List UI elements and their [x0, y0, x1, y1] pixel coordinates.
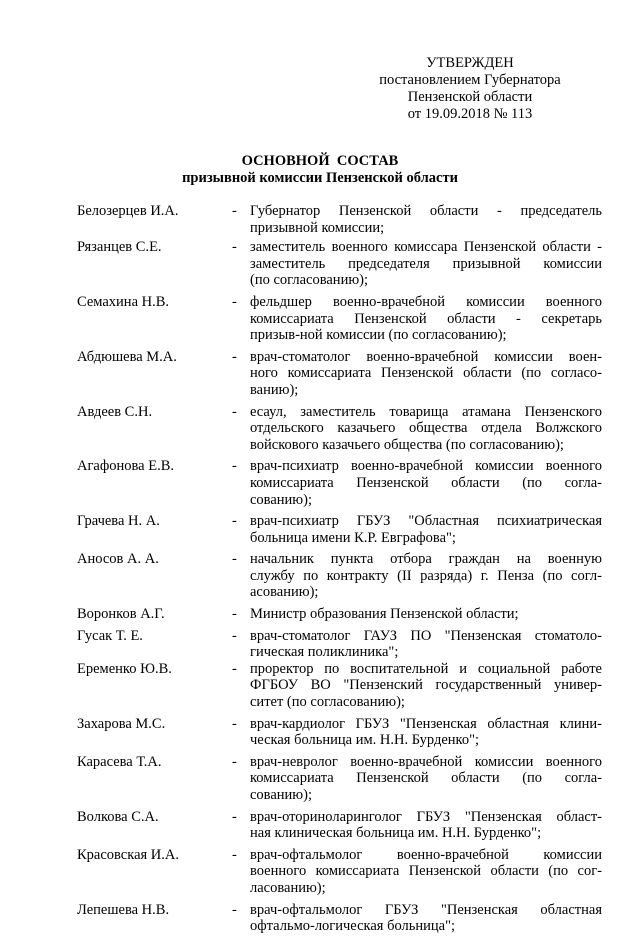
member-dash: - [232, 808, 237, 825]
member-role-line: комиссариата Пензенской области - секретарь [250, 310, 602, 327]
member-row [77, 661, 602, 711]
members-list [77, 203, 602, 940]
approval-heading: УТВЕРЖДЕН [426, 55, 514, 71]
member-role-line: врач-кардиолог ГБУЗ "Пензенская областная клини- [250, 715, 602, 732]
member-role-line: Министр образования Пензенской области; [250, 606, 519, 623]
member-role-line: сованию); [250, 787, 312, 803]
member-role-line: призыв-ной комиссии (по согласованию); [250, 327, 507, 344]
member-dash: - [232, 458, 237, 475]
member-dash: - [232, 513, 237, 530]
member-dash: - [232, 715, 237, 732]
member-row [77, 294, 602, 344]
member-role-line: врач-оториноларинголог ГБУЗ "Пензенская област- [250, 808, 602, 825]
member-dash: - [232, 660, 237, 677]
member-dash: - [232, 403, 237, 420]
member-name: Гусак Т. Е. [77, 627, 143, 644]
member-role-line: службу по контракту (II разряда) г. Пенза (по согл- [250, 567, 602, 584]
member-name: Авдеев С.Н. [77, 403, 153, 420]
member-role-line: ФГБОУ ВО "Пензенский государственный универ- [250, 677, 602, 694]
member-dash: - [232, 551, 237, 568]
member-role-line: войскового казачьего общества (по согласованию); [250, 436, 564, 453]
member-role-line: асованию); [250, 584, 319, 601]
member-role [250, 606, 602, 623]
member-role [250, 458, 602, 508]
member-role-line: врач-психиатр военно-врачебной комиссии военного [250, 458, 602, 475]
member-role-line: комиссариата Пензенской области (по согла- [250, 770, 602, 787]
approval-line: от 19.09.2018 № 113 [407, 106, 533, 122]
title-sub: призывной комиссии Пензенской области [182, 170, 458, 186]
member-dash: - [232, 901, 237, 918]
member-name: Рязанцев С.Е. [77, 239, 162, 256]
member-role-line: ласованию); [250, 879, 326, 896]
member-role-line: заместитель председателя призывной комиссии [250, 255, 602, 272]
member-row [77, 809, 602, 842]
member-role-line: ситет (по согласованию); [250, 694, 405, 711]
member-role-line: офтальмо-логическая больница"; [250, 918, 456, 935]
member-name: Абдюшева М.А. [77, 348, 177, 365]
member-dash: - [232, 239, 237, 256]
member-name: Семахина Н.В. [77, 293, 170, 310]
member-name: Агафонова Е.В. [77, 458, 175, 475]
member-row [77, 628, 602, 661]
member-dash: - [232, 606, 237, 623]
member-name: Волкова С.А. [77, 808, 159, 825]
member-row [77, 458, 602, 508]
member-dash: - [232, 753, 237, 770]
member-role-line: призывной комиссии; [250, 219, 385, 236]
member-role-line: (по согласованию); [250, 272, 369, 289]
member-role-line: ванию); [250, 381, 299, 398]
member-role-line: ческая больница им. Н.Н. Бурденко"; [250, 732, 480, 749]
member-role [250, 203, 602, 236]
member-role [250, 551, 602, 601]
member-row [77, 404, 602, 454]
member-name: Лепешева Н.В. [77, 901, 170, 918]
member-role-line: врач-стоматолог военно-врачебной комиссии воен- [250, 348, 602, 365]
member-role [250, 628, 602, 661]
member-role [250, 754, 602, 804]
member-role-line: врач-стоматолог ГАУЗ ПО "Пензенская стоматоло- [250, 627, 602, 644]
member-name: Белозерцев И.А. [77, 203, 179, 219]
member-row [77, 349, 602, 399]
member-name: Еременко Ю.В. [77, 660, 172, 677]
member-role [250, 716, 602, 749]
member-role [250, 294, 602, 344]
member-role [250, 239, 602, 289]
member-role-line: врач-офтальмолог военно-врачебной комиссии [250, 846, 602, 863]
member-row [77, 754, 602, 804]
member-role-line: ная клиническая больница им. Н.Н. Бурденко"; [250, 825, 542, 842]
member-role-line: врач-офтальмолог ГБУЗ "Пензенская областная [250, 901, 602, 918]
member-role-line: начальник пункта отбора граждан на военную [250, 551, 602, 568]
member-row [77, 716, 602, 749]
member-dash: - [232, 627, 237, 644]
member-role-line: фельдшер военно-врачебной комиссии военного [250, 293, 602, 310]
member-role [250, 809, 602, 842]
member-role [250, 661, 602, 711]
member-role [250, 902, 602, 935]
member-role-line: больница имени К.Р. Евграфова"; [250, 529, 456, 546]
member-name: Воронков А.Г. [77, 606, 165, 623]
member-dash: - [232, 203, 237, 219]
member-role-line: отдельского казачьего общества отдела Волжского [250, 420, 602, 437]
member-role-line: проректор по воспитательной и социальной работе [250, 660, 602, 677]
title-main: ОСНОВНОЙ СОСТАВ [241, 153, 399, 169]
member-role-line: военного комиссариата Пензенской области (по сог- [250, 863, 602, 880]
approval-line: Пензенской области [407, 89, 533, 105]
member-role-line: гическая поликлиника"; [250, 644, 399, 661]
member-role-line: врач-психиатр ГБУЗ "Областная психиатрическая [250, 513, 602, 530]
member-row [77, 551, 602, 601]
member-role-line: ного комиссариата Пензенской области (по согласо- [250, 365, 602, 382]
member-role [250, 349, 602, 399]
approval-stamp [360, 55, 580, 123]
member-row [77, 513, 602, 546]
member-name: Карасева Т.А. [77, 753, 162, 770]
member-row [77, 902, 602, 935]
member-row [77, 203, 602, 236]
member-name: Красовская И.А. [77, 846, 179, 863]
member-dash: - [232, 293, 237, 310]
member-role [250, 513, 602, 546]
member-role-line: Губернатор Пензенской области - председатель [250, 203, 602, 219]
member-role-line: заместитель военного комиссара Пензенской области - [250, 239, 602, 256]
member-role-line: комиссариата Пензенской области (по согла- [250, 474, 602, 491]
member-role [250, 847, 602, 897]
member-dash: - [232, 846, 237, 863]
member-row [77, 606, 602, 623]
member-role-line: есаул, заместитель товарища атамана Пензенского [250, 403, 602, 420]
member-name: Аносов А. А. [77, 551, 159, 568]
member-role [250, 404, 602, 454]
member-row [77, 239, 602, 289]
member-name: Грачева Н. А. [77, 513, 160, 530]
member-role-line: врач-невролог военно-врачебной комиссии военного [250, 753, 602, 770]
member-name: Захарова М.С. [77, 715, 166, 732]
member-role-line: сованию); [250, 491, 312, 508]
approval-line: постановлением Губернатора [379, 72, 561, 88]
member-row [77, 847, 602, 897]
document-title [0, 153, 640, 187]
member-dash: - [232, 348, 237, 365]
